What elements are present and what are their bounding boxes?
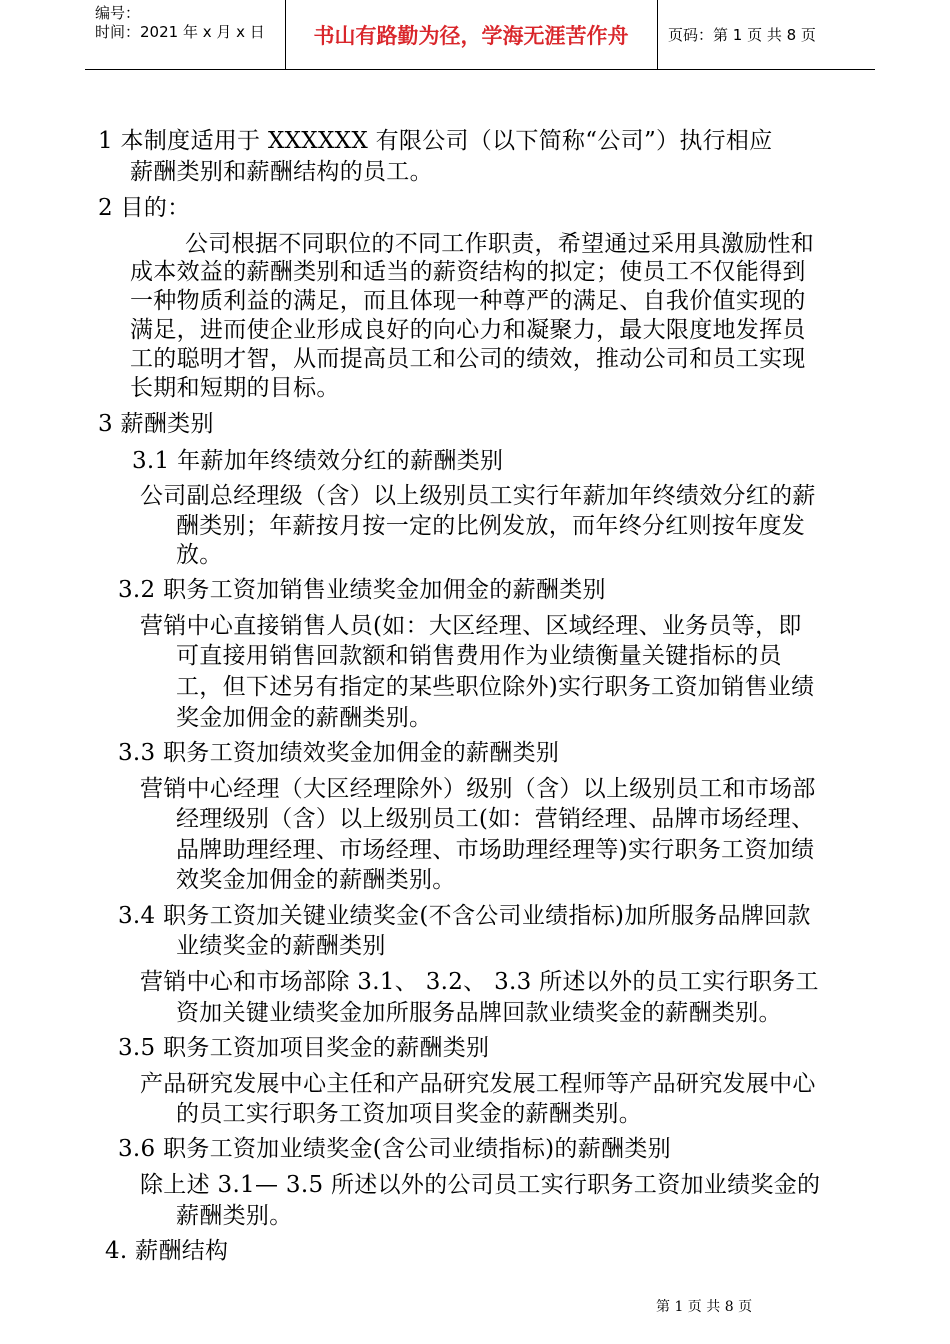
document-number-label: 编号： bbox=[95, 4, 141, 22]
text-line: 成本效益的薪酬类别和适当的薪资结构的拟定；使员工不仅能得到 bbox=[130, 259, 806, 285]
text-line: 酬类别；年薪按月按一定的比例发放，而年终分红则按年度发 bbox=[176, 513, 806, 539]
subsection-heading: 业绩奖金的薪酬类别 bbox=[176, 933, 386, 959]
text-line: 除上述 3.1— 3.5 所述以外的公司员工实行职务工资加业绩奖金的 bbox=[140, 1172, 821, 1198]
header-motto-cell bbox=[285, 0, 658, 69]
header-page-info: 页码：第 1 页 共 8 页 bbox=[668, 26, 816, 44]
text-line: 工的聪明才智，从而提高员工和公司的绩效，推动公司和员工实现 bbox=[130, 346, 806, 372]
section-heading: 2 目的： bbox=[98, 195, 191, 221]
text-line: 品牌助理经理、市场经理、市场助理经理等)实行职务工资加绩 bbox=[176, 837, 815, 863]
subsection-heading: 3.2 职务工资加销售业绩奖金加佣金的薪酬类别 bbox=[118, 577, 606, 603]
text-line: 长期和短期的目标。 bbox=[130, 375, 340, 401]
subsection-heading: 3.6 职务工资加业绩奖金(含公司业绩指标)的薪酬类别 bbox=[118, 1136, 671, 1162]
text-line: 效奖金加佣金的薪酬类别。 bbox=[176, 867, 456, 893]
subsection-heading: 3.3 职务工资加绩效奖金加佣金的薪酬类别 bbox=[118, 740, 560, 766]
header-meta-cell bbox=[85, 0, 286, 69]
header-motto: 书山有路勤为径，学海无涯苦作舟 bbox=[313, 23, 629, 48]
text-line: 薪酬类别和薪酬结构的员工。 bbox=[130, 159, 433, 185]
text-line: 放。 bbox=[176, 542, 223, 568]
text-line: 公司副总经理级（含）以上级别员工实行年薪加年终绩效分红的薪 bbox=[140, 483, 816, 509]
text-line: 的员工实行职务工资加项目奖金的薪酬类别。 bbox=[176, 1101, 642, 1127]
text-line: 可直接用销售回款额和销售费用作为业绩衡量关键指标的员 bbox=[176, 643, 782, 669]
text-line: 营销中心直接销售人员(如：大区经理、区域经理、业务员等，即 bbox=[140, 613, 802, 639]
page-footer: 第 1 页 共 8 页 bbox=[656, 1299, 753, 1315]
subsection-heading: 3.1 年薪加年终绩效分红的薪酬类别 bbox=[132, 448, 504, 474]
document-date-label: 时间：2021 年 x 月 x 日 bbox=[95, 23, 265, 41]
text-line: 奖金加佣金的薪酬类别。 bbox=[176, 705, 433, 731]
document-header bbox=[85, 0, 875, 70]
section-heading: 4. 薪酬结构 bbox=[105, 1238, 229, 1264]
text-line: 1 本制度适用于 XXXXXX 有限公司（以下简称“公司”）执行相应 bbox=[98, 128, 773, 154]
subsection-heading: 3.5 职务工资加项目奖金的薪酬类别 bbox=[118, 1035, 490, 1061]
text-line: 工，但下述另有指定的某些职位除外)实行职务工资加销售业绩 bbox=[176, 674, 815, 700]
section-heading: 3 薪酬类别 bbox=[98, 411, 214, 437]
text-line: 公司根据不同职位的不同工作职责，希望通过采用具激励性和 bbox=[185, 231, 815, 257]
text-line: 经理级别（含）以上级别员工(如：营销经理、品牌市场经理、 bbox=[176, 806, 815, 832]
text-line: 薪酬类别。 bbox=[176, 1203, 293, 1229]
text-line: 营销中心和市场部除 3.1、 3.2、 3.3 所述以外的员工实行职务工 bbox=[140, 969, 819, 995]
text-line: 一种物质利益的满足，而且体现一种尊严的满足、自我价值实现的 bbox=[130, 288, 806, 314]
text-line: 产品研究发展中心主任和产品研究发展工程师等产品研究发展中心 bbox=[140, 1071, 816, 1097]
text-line: 满足，进而使企业形成良好的向心力和凝聚力，最大限度地发挥员 bbox=[130, 317, 806, 343]
subsection-heading: 3.4 职务工资加关键业绩奖金(不含公司业绩指标)加所服务品牌回款 bbox=[118, 903, 811, 929]
text-line: 营销中心经理（大区经理除外）级别（含）以上级别员工和市场部 bbox=[140, 776, 816, 802]
text-line: 资加关键业绩奖金加所服务品牌回款业绩奖金的薪酬类别。 bbox=[176, 1000, 782, 1026]
